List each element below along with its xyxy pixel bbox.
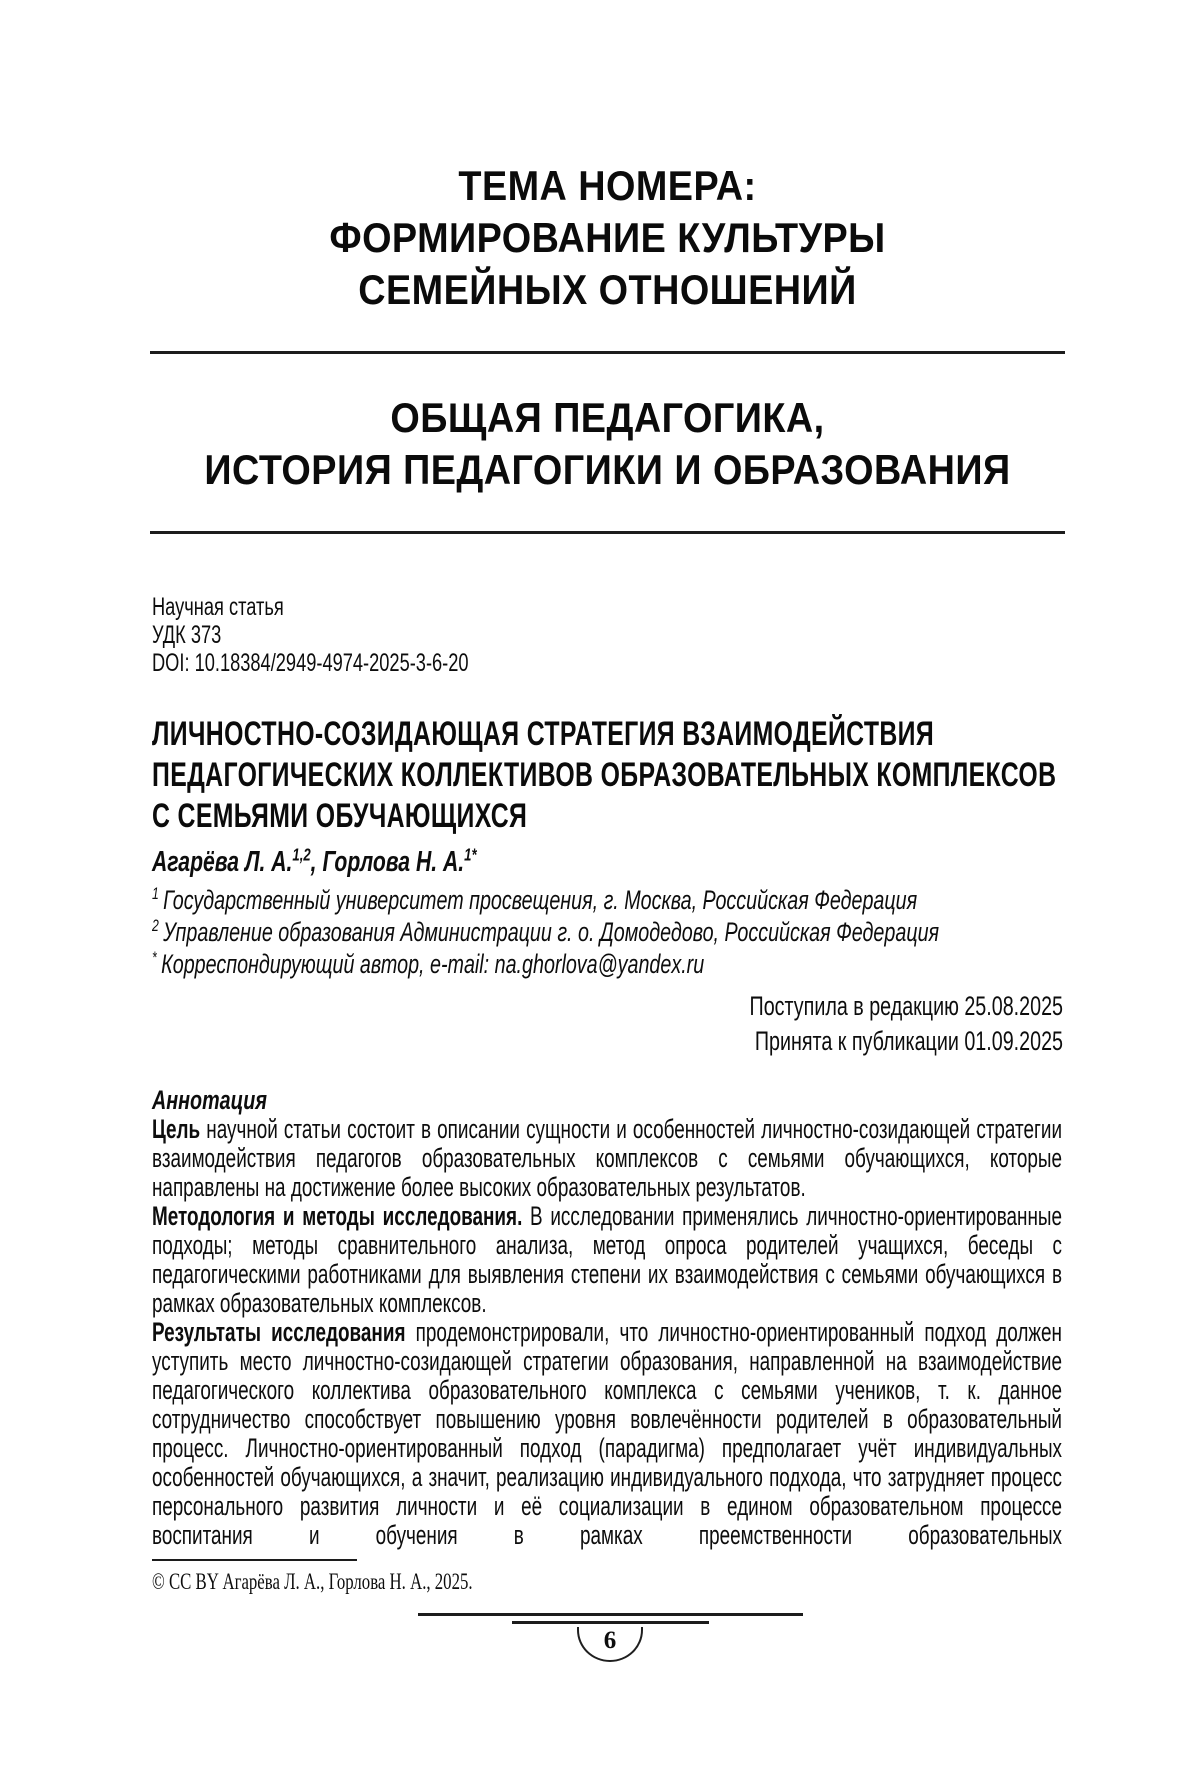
page-number-arc xyxy=(577,1627,643,1662)
authors-separator: , xyxy=(310,846,323,878)
author-affiliation-sup: 1* xyxy=(464,844,477,865)
article-title-line: ЛИЧНОСТНО-СОЗИДАЮЩАЯ СТРАТЕГИЯ ВЗАИМОДЕЙСТВИЯ xyxy=(152,715,935,753)
topic-heading-line: ТЕМА НОМЕРА: xyxy=(458,162,757,209)
footer-rule-short xyxy=(512,1621,709,1624)
abstract-body xyxy=(152,1115,1062,1553)
abstract-paragraph xyxy=(152,1318,1062,1550)
topic-heading-line: СЕМЕЙНЫХ ОТНОШЕНИЙ xyxy=(358,266,857,313)
page-number: 6 xyxy=(603,1627,617,1654)
affiliation-line xyxy=(152,916,1101,948)
abstract-text: продемонстрировали, что личностно-ориентированный подход должен уступить место личностно-созидающей стратегии образования, направленной на взаимодействие педагогического коллектива образовательного комплекса с семьями учеников, т. к. данное сотрудничество способствует повышению уровня вовлечённости родителей в образовательный процесс. Личностно-ориентированный подход (парадигма) предполагает учёт индивидуальных особенностей обучающихся, а значит, реализацию индивидуального подхода, что затрудняет процесс персонального развития личности и её социализации в едином образовательном процессе воспитания и обучения в рамках преемственности образовательных xyxy=(152,1317,1062,1550)
divider-rule-top xyxy=(150,351,1065,354)
affiliation-sup: * xyxy=(152,948,157,967)
abstract-lead: Цель xyxy=(152,1115,201,1144)
affiliation-text: Государственный университет просвещения, г. Москва, Российская Федерация xyxy=(163,885,918,915)
footer-rule-long xyxy=(418,1613,803,1616)
affiliation-line xyxy=(152,884,1101,916)
topic-heading-line: ФОРМИРОВАНИЕ КУЛЬТУРЫ xyxy=(329,214,886,261)
topic-heading xyxy=(198,160,1018,316)
copyright-line: © CC BY Агарёва Л. А., Горлова Н. А., 2025. xyxy=(152,1569,473,1594)
abstract-paragraph xyxy=(152,1115,1062,1202)
affiliations-block xyxy=(152,884,1101,980)
dates-block xyxy=(479,989,1063,1059)
abstract-lead: Методология и методы исследования. xyxy=(152,1201,523,1231)
article-title xyxy=(152,714,1174,837)
abstract-paragraph xyxy=(152,1202,1062,1318)
article-title-line: ПЕДАГОГИЧЕСКИХ КОЛЛЕКТИВОВ ОБРАЗОВАТЕЛЬНЫХ КОМПЛЕКСОВ xyxy=(152,756,1057,794)
article-meta xyxy=(152,593,1101,677)
article-type-label: Научная статья xyxy=(152,593,284,621)
section-heading-line: ИСТОРИЯ ПЕДАГОГИКИ И ОБРАЗОВАНИЯ xyxy=(204,446,1011,493)
corresponding-author-text: Корреспондирующий автор, e-mail: na.ghorlova@yandex.ru xyxy=(161,949,705,979)
abstract-text: научной статьи состоит в описании сущности и особенностей личностно-созидающей стратегии взаимодействия педагогов образовательных комплексов с семьями обучающихся, которые направлены на достижение более высоких образовательных результатов. xyxy=(152,1115,1062,1202)
abstract-text: В исследовании применялись личностно-ориентированные подходы; методы сравнительного анализа, метод опроса родителей учащихся, беседы с педагогическими работниками для выявления степени их взаимодействия с семьями обучающихся в рамках образовательных комплексов. xyxy=(152,1201,1062,1318)
section-heading-line: ОБЩАЯ ПЕДАГОГИКА, xyxy=(390,394,825,441)
udc-label: УДК 373 xyxy=(152,621,222,649)
doi-label: DOI: 10.18384/2949-4974-2025-3-6-20 xyxy=(152,649,469,677)
corresponding-author-line xyxy=(152,948,1101,980)
section-heading xyxy=(198,392,1018,496)
accepted-date: Принята к публикации 01.09.2025 xyxy=(754,1026,1063,1056)
affiliation-sup: 2 xyxy=(152,916,159,935)
received-date: Поступила в редакцию 25.08.2025 xyxy=(749,991,1063,1021)
article-title-line: С СЕМЬЯМИ ОБУЧАЮЩИХСЯ xyxy=(152,797,528,835)
divider-rule-middle xyxy=(150,531,1065,534)
abstract-heading: Аннотация xyxy=(152,1085,267,1115)
affiliation-sup: 1 xyxy=(152,884,159,903)
affiliation-text: Управление образования Администрации г. о. Домодедово, Российская Федерация xyxy=(163,917,940,947)
abstract-lead: Результаты исследования xyxy=(152,1317,406,1347)
authors-line xyxy=(152,845,1101,879)
author-name: Горлова Н. А. xyxy=(322,846,465,878)
author-affiliation-sup: 1,2 xyxy=(292,844,311,865)
author-name: Агарёва Л. А. xyxy=(152,846,293,878)
footnote-rule xyxy=(152,1559,357,1561)
